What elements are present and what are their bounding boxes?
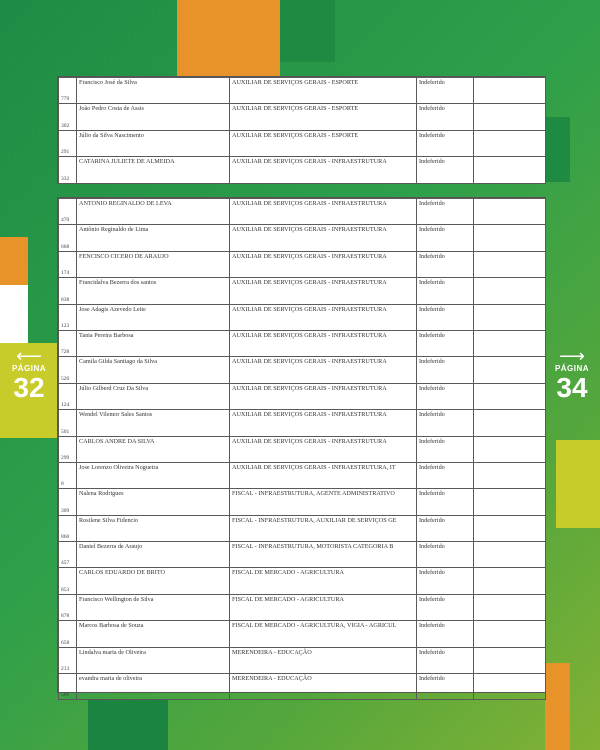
table-row xyxy=(59,489,546,515)
prev-page-number: 32 xyxy=(13,372,45,403)
notes-cell xyxy=(474,542,546,568)
position-cell: MERENDEIRA - EDUCAÇÃO xyxy=(230,674,417,700)
prev-page-label: PÁGINA xyxy=(11,364,47,373)
position-cell: AUXILIAR DE SERVIÇOS GERAIS - INFRAESTRUTURA xyxy=(230,330,417,356)
notes-cell xyxy=(474,130,546,156)
row-number-cell: 860 xyxy=(59,515,77,541)
document-table-top xyxy=(57,76,546,184)
status-cell: Indeferido xyxy=(417,157,474,183)
row-number-cell: 658 xyxy=(59,621,77,647)
notes-cell xyxy=(474,251,546,277)
row-number-cell: 302 xyxy=(59,104,77,130)
table-row xyxy=(59,515,546,541)
notes-cell xyxy=(474,304,546,330)
notes-cell xyxy=(474,225,546,251)
row-number-cell: 299 xyxy=(59,436,77,462)
notes-cell xyxy=(474,278,546,304)
position-cell: FISCAL - INFRAESTRUTURA, AGENTE ADMINISTRATIVO xyxy=(230,489,417,515)
status-cell: Indeferido xyxy=(417,251,474,277)
candidate-name-cell: Camila Gilda Santiago da Silva xyxy=(77,357,230,383)
status-cell: Indeferido xyxy=(417,594,474,620)
status-cell: Indeferido xyxy=(417,515,474,541)
table-row xyxy=(59,462,546,488)
table-row xyxy=(59,330,546,356)
position-cell: AUXILIAR DE SERVIÇOS GERAIS - INFRAESTRUTURA xyxy=(230,410,417,436)
status-cell: Indeferido xyxy=(417,104,474,130)
document-table-main xyxy=(57,197,546,699)
arrow-right-icon: ⟶ xyxy=(559,346,585,366)
status-cell: Indeferido xyxy=(417,383,474,409)
yellow-block-right xyxy=(556,440,600,528)
notes-cell xyxy=(474,489,546,515)
row-number-cell: 586 xyxy=(59,674,77,700)
table-row xyxy=(59,225,546,251)
status-cell: Indeferido xyxy=(417,278,474,304)
next-page-nav[interactable] xyxy=(545,348,599,402)
notes-cell xyxy=(474,78,546,104)
position-cell: AUXILIAR DE SERVIÇOS GERAIS - INFRAESTRUTURA xyxy=(230,304,417,330)
notes-cell xyxy=(474,330,546,356)
table-row xyxy=(59,304,546,330)
candidate-name-cell: CATARINA JULIETE DE ALMEIDA xyxy=(77,157,230,183)
table-row xyxy=(59,436,546,462)
status-cell: Indeferido xyxy=(417,621,474,647)
green-block-top-right xyxy=(280,0,335,62)
position-cell: MERENDEIRA - EDUCAÇÃO xyxy=(230,647,417,673)
table-row xyxy=(59,199,546,225)
status-cell: Indeferido xyxy=(417,304,474,330)
table-row xyxy=(59,383,546,409)
table-row xyxy=(59,594,546,620)
status-cell: Indeferido xyxy=(417,674,474,700)
position-cell: AUXILIAR DE SERVIÇOS GERAIS - INFRAESTRUTURA xyxy=(230,278,417,304)
row-number-cell: 291 xyxy=(59,130,77,156)
status-cell: Indeferido xyxy=(417,647,474,673)
notes-cell xyxy=(474,104,546,130)
prev-page-nav[interactable] xyxy=(2,348,56,402)
position-cell: FISCAL - INFRAESTRUTURA, MOTORISTA CATEGORIA B xyxy=(230,542,417,568)
table-row xyxy=(59,621,546,647)
row-number-cell: 878 xyxy=(59,594,77,620)
row-number-cell: 124 xyxy=(59,383,77,409)
table-row xyxy=(59,542,546,568)
notes-cell xyxy=(474,436,546,462)
table-row xyxy=(59,104,546,130)
row-number-cell: 501 xyxy=(59,410,77,436)
position-cell: FISCAL DE MERCADO - AGRICULTURA xyxy=(230,568,417,594)
position-cell: FISCAL DE MERCADO - AGRICULTURA xyxy=(230,594,417,620)
candidate-name-cell: Júlio da Silva Nascimento xyxy=(77,130,230,156)
table-row xyxy=(59,278,546,304)
table-row xyxy=(59,251,546,277)
notes-cell xyxy=(474,383,546,409)
notes-cell xyxy=(474,157,546,183)
candidate-name-cell: Jose Adagis Azevedo Leite xyxy=(77,304,230,330)
row-number-cell: 838 xyxy=(59,278,77,304)
white-block-left xyxy=(0,285,28,343)
position-cell: AUXILIAR DE SERVIÇOS GERAIS - INFRAESTRUTURA xyxy=(230,383,417,409)
position-cell: AUXILIAR DE SERVIÇOS GERAIS - INFRAESTRUTURA xyxy=(230,157,417,183)
arrow-left-icon: ⟵ xyxy=(16,346,42,366)
row-number-cell: 470 xyxy=(59,199,77,225)
status-cell: Indeferido xyxy=(417,130,474,156)
position-cell: AUXILIAR DE SERVIÇOS GERAIS - INFRAESTRUTURA xyxy=(230,251,417,277)
position-cell: FISCAL - INFRAESTRUTURA, AUXILIAR DE SERVIÇOS GE xyxy=(230,515,417,541)
status-cell: Indeferido xyxy=(417,330,474,356)
status-cell: Indeferido xyxy=(417,436,474,462)
row-number-cell: 213 xyxy=(59,647,77,673)
candidate-name-cell: Daniel Bezerra de Araujo xyxy=(77,542,230,568)
position-cell: AUXILIAR DE SERVIÇOS GERAIS - INFRAESTRUTURA xyxy=(230,225,417,251)
row-number-cell: 728 xyxy=(59,330,77,356)
candidate-name-cell: FENCISCO CICERO DE ARAUJO xyxy=(77,251,230,277)
position-cell: AUXILIAR DE SERVIÇOS GERAIS - ESPORTE xyxy=(230,130,417,156)
next-page-number: 34 xyxy=(556,372,588,403)
table-row xyxy=(59,568,546,594)
orange-block-left xyxy=(0,237,28,285)
row-number-cell: 853 xyxy=(59,568,77,594)
candidate-name-cell: Francisco José da Silva xyxy=(77,78,230,104)
row-number-cell: 668 xyxy=(59,225,77,251)
table-top xyxy=(58,77,546,184)
candidate-name-cell: Francidalva Bezerra dos santos xyxy=(77,278,230,304)
candidate-name-cell: Marcos Barbosa de Souza xyxy=(77,621,230,647)
row-number-cell: 123 xyxy=(59,304,77,330)
status-cell: Indeferido xyxy=(417,568,474,594)
row-number-cell: 779 xyxy=(59,78,77,104)
table-row xyxy=(59,130,546,156)
row-number-cell: 8 xyxy=(59,462,77,488)
candidate-name-cell: Jose Lorenzo Oliveira Nogueira xyxy=(77,462,230,488)
status-cell: Indeferido xyxy=(417,78,474,104)
row-number-cell: 520 xyxy=(59,357,77,383)
candidate-name-cell: CARLOS ANDRE DA SILVA xyxy=(77,436,230,462)
status-cell: Indeferido xyxy=(417,542,474,568)
status-cell: Indeferido xyxy=(417,410,474,436)
notes-cell xyxy=(474,199,546,225)
candidate-name-cell: ANTONIO REGINALDO DE LEVA xyxy=(77,199,230,225)
position-cell: FISCAL DE MERCADO - AGRICULTURA, VIGIA - AGRICUL xyxy=(230,621,417,647)
table-row xyxy=(59,674,546,700)
candidate-name-cell: Júlio Gilberd Cruz Da Silva xyxy=(77,383,230,409)
position-cell: AUXILIAR DE SERVIÇOS GERAIS - INFRAESTRUTURA xyxy=(230,357,417,383)
candidate-name-cell: Francisco Wellington de Silva xyxy=(77,594,230,620)
notes-cell xyxy=(474,647,546,673)
status-cell: Indeferido xyxy=(417,462,474,488)
notes-cell xyxy=(474,568,546,594)
position-cell: AUXILIAR DE SERVIÇOS GERAIS - ESPORTE xyxy=(230,78,417,104)
table-row xyxy=(59,357,546,383)
notes-cell xyxy=(474,410,546,436)
candidate-name-cell: Tania Pereira Barbosa xyxy=(77,330,230,356)
table-main xyxy=(58,198,546,700)
candidate-name-cell: Rosilene Silva Fidencio xyxy=(77,515,230,541)
position-cell: AUXILIAR DE SERVIÇOS GERAIS - ESPORTE xyxy=(230,104,417,130)
candidate-name-cell: Wendel Vilemor Sales Santos xyxy=(77,410,230,436)
candidate-name-cell: CARLOS EDUARDO DE BRITO xyxy=(77,568,230,594)
row-number-cell: 174 xyxy=(59,251,77,277)
table-row xyxy=(59,157,546,183)
next-page-label: PÁGINA xyxy=(554,364,590,373)
notes-cell xyxy=(474,462,546,488)
row-number-cell: 457 xyxy=(59,542,77,568)
table-row xyxy=(59,78,546,104)
candidate-name-cell: Nalena Rodrigues xyxy=(77,489,230,515)
green-block-bottom-left xyxy=(88,700,168,750)
notes-cell xyxy=(474,594,546,620)
status-cell: Indeferido xyxy=(417,225,474,251)
green-block-right xyxy=(545,117,570,182)
status-cell: Indeferido xyxy=(417,489,474,515)
row-number-cell: 332 xyxy=(59,157,77,183)
candidate-name-cell: evandra maria de oliveira xyxy=(77,674,230,700)
status-cell: Indeferido xyxy=(417,199,474,225)
position-cell: AUXILIAR DE SERVIÇOS GERAIS - INFRAESTRUTURA xyxy=(230,199,417,225)
notes-cell xyxy=(474,621,546,647)
table-row xyxy=(59,410,546,436)
position-cell: AUXILIAR DE SERVIÇOS GERAIS - INFRAESTRUTURA, IT xyxy=(230,462,417,488)
candidate-name-cell: Antônio Reginaldo de Lima xyxy=(77,225,230,251)
notes-cell xyxy=(474,674,546,700)
table-row xyxy=(59,647,546,673)
row-number-cell: 309 xyxy=(59,489,77,515)
position-cell: AUXILIAR DE SERVIÇOS GERAIS - INFRAESTRUTURA xyxy=(230,436,417,462)
orange-block-bottom-right xyxy=(545,663,570,750)
notes-cell xyxy=(474,515,546,541)
status-cell: Indeferido xyxy=(417,357,474,383)
notes-cell xyxy=(474,357,546,383)
candidate-name-cell: Lindalva maria de Oliveira xyxy=(77,647,230,673)
candidate-name-cell: João Pedro Costa de Assis xyxy=(77,104,230,130)
